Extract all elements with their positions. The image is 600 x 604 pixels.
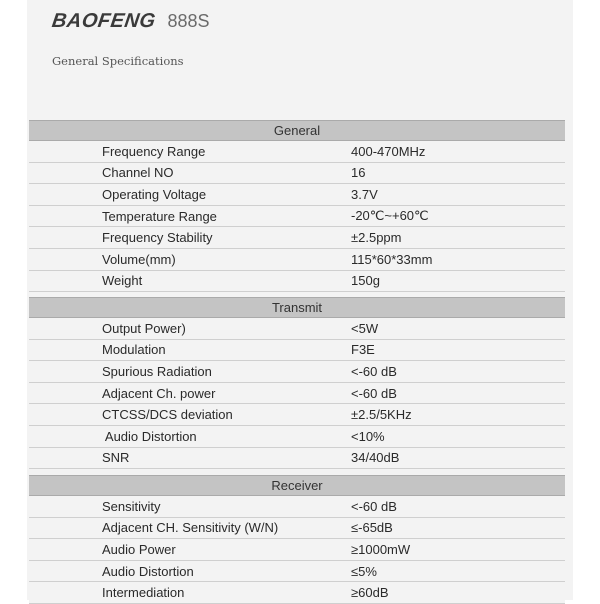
spec-value: 34/40dB	[351, 450, 400, 466]
spec-label: Output Power)	[102, 320, 186, 336]
spec-label: Adjacent Ch. power	[102, 385, 216, 401]
spec-row	[29, 184, 565, 206]
spec-label: Modulation	[102, 342, 166, 358]
spec-label: Audio Power	[102, 541, 176, 557]
spec-row	[29, 582, 565, 604]
spec-row	[29, 318, 565, 340]
spec-value: 150g	[351, 273, 380, 289]
spec-label: SNR	[102, 450, 130, 466]
model-name: 888S	[167, 11, 210, 31]
spec-value: ±2.5ppm	[351, 230, 402, 246]
brand-logo: BAOFENG	[50, 10, 158, 32]
page-subtitle: General Specifications	[52, 54, 184, 68]
spec-label: Intermediation	[102, 585, 185, 601]
spec-value: <-60 dB	[351, 363, 397, 379]
spec-value: ≥60dB	[351, 585, 389, 601]
spec-row	[29, 340, 565, 362]
section-title-general: General	[29, 121, 565, 141]
spec-label: Frequency Stability	[102, 230, 213, 246]
spec-value: <10%	[351, 428, 385, 444]
spec-value: ≤5%	[351, 563, 377, 579]
section-receiver	[29, 475, 565, 604]
spec-label: Channel NO	[102, 165, 174, 181]
spec-row	[29, 361, 565, 383]
spec-row	[29, 271, 565, 293]
spec-value: ≤-65dB	[351, 520, 393, 536]
section-transmit	[29, 297, 565, 469]
spec-label: Volume(mm)	[102, 251, 176, 267]
spec-row	[29, 383, 565, 405]
spec-label: Sensitivity	[102, 498, 161, 514]
spec-row	[29, 249, 565, 271]
spec-row	[29, 518, 565, 540]
spec-value: 115*60*33mm	[351, 251, 433, 267]
spec-row	[29, 561, 565, 583]
spec-row	[29, 539, 565, 561]
section-title-receiver: Receiver	[29, 476, 565, 496]
spec-value: 400-470MHz	[351, 143, 426, 159]
spec-label: Frequency Range	[102, 143, 206, 159]
spec-label: CTCSS/DCS deviation	[102, 407, 233, 423]
spec-label: Audio Distortion	[102, 428, 197, 444]
spec-row	[29, 426, 565, 448]
section-title-transmit: Transmit	[29, 298, 565, 318]
spec-label: Audio Distortion	[102, 563, 194, 579]
spec-row	[29, 448, 565, 470]
spec-label: Spurious Radiation	[102, 363, 212, 379]
spec-value: -20℃~+60℃	[351, 208, 429, 224]
spec-label: Adjacent CH. Sensitivity (W/N)	[102, 520, 279, 536]
spec-value: ≥1000mW	[351, 541, 411, 557]
spec-row	[29, 404, 565, 426]
spec-label: Temperature Range	[102, 208, 217, 224]
spec-row	[29, 206, 565, 228]
spec-value: <-60 dB	[351, 385, 397, 401]
spec-label: Operating Voltage	[102, 186, 207, 202]
spec-row	[29, 496, 565, 518]
spec-value: 3.7V	[351, 186, 378, 202]
spec-value: 16	[351, 165, 366, 181]
spec-row	[29, 163, 565, 185]
spec-value: <-60 dB	[351, 498, 397, 514]
spec-value: ±2.5/5KHz	[351, 407, 412, 423]
section-general	[29, 120, 565, 292]
spec-label: Weight	[102, 273, 143, 289]
spec-row	[29, 141, 565, 163]
spec-value: <5W	[351, 320, 379, 336]
brand-header	[52, 10, 210, 36]
spec-row	[29, 227, 565, 249]
spec-value: F3E	[351, 342, 375, 358]
